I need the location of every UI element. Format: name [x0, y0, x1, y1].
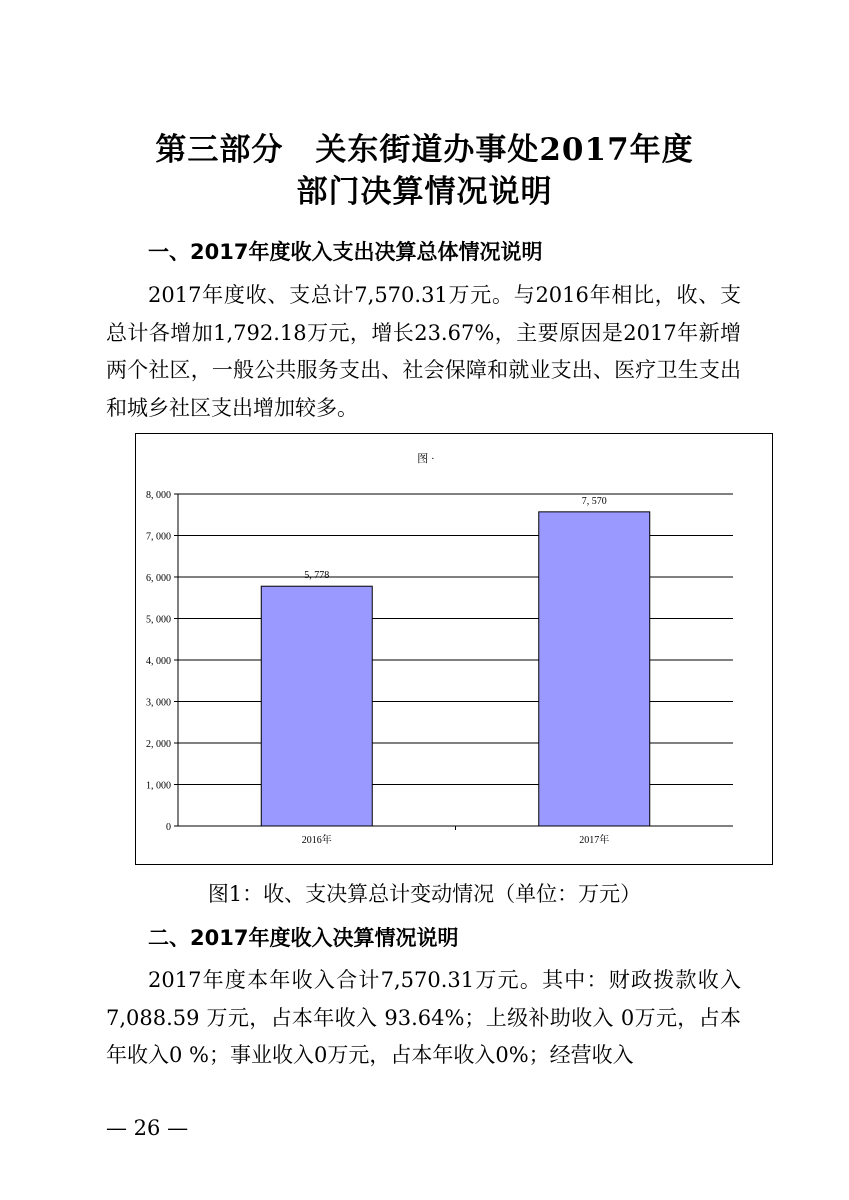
figure-caption: 图1：收、支决算总计变动情况（单位：万元） — [207, 882, 642, 906]
section1-heading: 一、2017年度收入支出决算总体情况说明 — [148, 240, 543, 264]
y-tick-label: 2, 000 — [146, 739, 171, 750]
y-tick-label: 3, 000 — [146, 697, 171, 709]
y-tick-label: 6, 000 — [146, 573, 171, 584]
y-tick-label: 7, 000 — [146, 531, 171, 543]
bar-2016年 — [261, 586, 372, 826]
section2-heading: 二、2017年度收入决算情况说明 — [148, 926, 459, 950]
section2-paragraph — [106, 962, 741, 1075]
y-tick-label: 5, 000 — [146, 614, 171, 626]
section1-paragraph — [106, 277, 741, 427]
chart-title: 图 · — [417, 453, 435, 465]
bar-value-label: 5, 778 — [304, 570, 330, 582]
section2-text: 2017年度本年收入合计7,570.31万元。其中：财政拨款收入7,088.59 万元，占本年收入 93.64%；上级补助收入 0万元，占本年收入0 %；事业收入0万元，占本年收入0%；经营收入 — [106, 968, 741, 1067]
chart-frame — [135, 433, 773, 865]
x-tick-label: 2016年 — [301, 835, 332, 846]
page-title-line1: 第三部分 关东街道办事处2017年度 — [155, 132, 694, 168]
y-tick-label: 0 — [166, 822, 171, 833]
y-tick-label: 1, 000 — [146, 780, 171, 792]
bar-value-label: 7, 570 — [581, 495, 607, 507]
y-tick-label: 8, 000 — [146, 490, 171, 501]
page-title-line2: 部门决算情况说明 — [296, 174, 553, 210]
x-tick-label: 2017年 — [579, 835, 610, 846]
y-tick-label: 4, 000 — [146, 656, 171, 667]
bar-2017年 — [539, 512, 650, 826]
bar-chart — [136, 434, 772, 864]
section1-text: 2017年度收、支总计7,570.31万元。与2016年相比，收、支总计各增加1,792.18万元，增长23.67%，主要原因是2017年新增两个社区，一般公共服务支出、社会保障和就业支出、医疗卫生支出和城乡社区支出增加较多。 — [106, 283, 741, 420]
page-number: — 26 — — [106, 1116, 189, 1140]
